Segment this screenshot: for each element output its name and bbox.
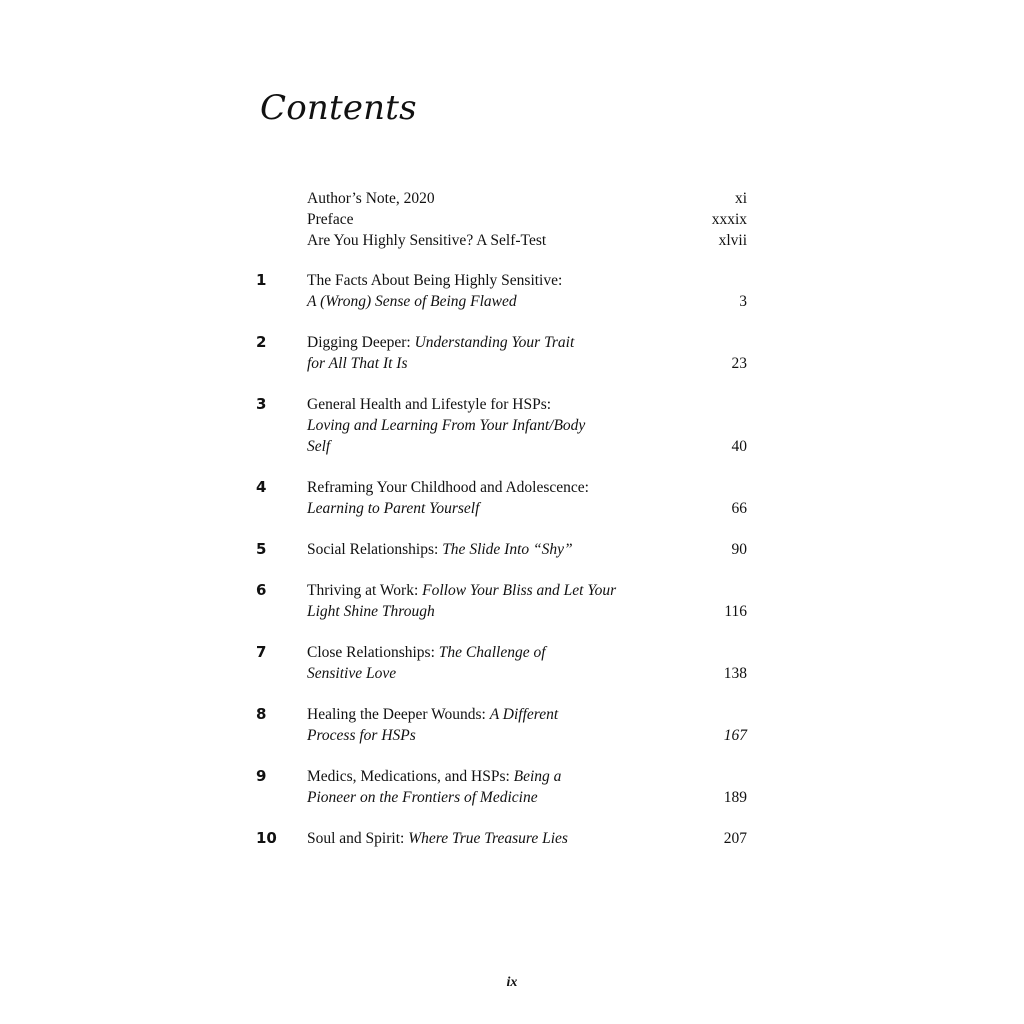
chapter-main-title: Healing the Deeper Wounds: <box>307 706 490 723</box>
chapter-list <box>256 270 747 869</box>
chapter-subtitle: The Slide Into “Shy” <box>442 541 573 558</box>
chapter-page-number: 40 <box>731 438 747 455</box>
chapter-number: 9 <box>256 767 267 785</box>
chapter-subtitle-line: Process for HSPs <box>307 727 416 744</box>
chapter-subtitle: A Different <box>489 706 559 723</box>
chapter-number: 6 <box>256 581 267 599</box>
entry-page-number: xi <box>734 190 747 207</box>
chapter-subtitle-line: Pioneer on the Frontiers of Medicine <box>307 789 538 806</box>
chapter-title-line <box>307 580 687 601</box>
entry-label: Author’s Note, 2020 <box>307 190 435 207</box>
chapter-main-title: Medics, Medications, and HSPs: <box>307 768 514 785</box>
front-matter-list <box>307 188 747 251</box>
chapter-title-line <box>307 766 687 787</box>
chapter-title <box>307 539 687 560</box>
chapter-subtitle-line: for All That It Is <box>307 355 408 372</box>
chapter-page-number: 189 <box>723 789 747 806</box>
chapter-entry <box>256 704 747 746</box>
chapter-title-line <box>307 477 687 498</box>
chapter-subtitle-line: A (Wrong) Sense of Being Flawed <box>307 293 517 310</box>
chapter-subtitle: Understanding Your Trait <box>414 334 575 351</box>
chapter-page-number: 90 <box>731 541 747 558</box>
chapter-main-title: Reframing Your Childhood and Adolescence: <box>307 479 589 496</box>
chapter-main-title: Social Relationships: <box>307 541 443 558</box>
chapter-main-title: General Health and Lifestyle for HSPs: <box>307 396 552 413</box>
chapter-main-title: The Facts About Being Highly Sensitive: <box>307 272 563 289</box>
chapter-title <box>307 394 687 457</box>
entry-page-number: xxxix <box>711 211 747 228</box>
chapter-subtitle-line: Learning to Parent Yourself <box>307 500 480 517</box>
chapter-page-number: 207 <box>723 830 747 847</box>
chapter-title <box>307 332 687 374</box>
entry-label: Are You Highly Sensitive? A Self-Test <box>307 232 547 249</box>
chapter-entry <box>256 766 747 808</box>
front-matter-item <box>307 209 747 230</box>
chapter-page-number: 167 <box>723 727 747 744</box>
chapter-page-number: 116 <box>724 603 747 620</box>
chapter-number: 8 <box>256 705 267 723</box>
chapter-title <box>307 477 687 519</box>
chapter-number: 4 <box>256 478 267 496</box>
chapter-entry <box>256 539 747 560</box>
chapter-page-number: 23 <box>731 355 747 372</box>
chapter-main-title: Thriving at Work: <box>307 582 423 599</box>
chapter-title <box>307 704 687 746</box>
chapter-title <box>307 766 687 808</box>
chapter-subtitle-line: Light Shine Through <box>307 603 435 620</box>
chapter-entry <box>256 828 747 849</box>
chapter-number: 10 <box>256 829 277 847</box>
page-title: Contents <box>260 88 417 128</box>
chapter-title-line <box>307 270 687 291</box>
chapter-page-number: 66 <box>731 500 747 517</box>
chapter-number: 7 <box>256 643 267 661</box>
chapter-page-number: 138 <box>723 665 747 682</box>
chapter-number: 5 <box>256 540 267 558</box>
chapter-subtitle-line: Self <box>307 438 331 455</box>
chapter-entry <box>256 270 747 312</box>
chapter-number: 3 <box>256 395 267 413</box>
chapter-subtitle: The Challenge of <box>438 644 546 661</box>
chapter-entry <box>256 477 747 519</box>
chapter-number: 2 <box>256 333 267 351</box>
chapter-title <box>307 270 687 312</box>
entry-page-number: xlvii <box>718 232 747 249</box>
entry-label: Preface <box>307 211 354 228</box>
chapter-subtitle: Being a <box>513 768 562 785</box>
front-matter-item <box>307 188 747 209</box>
chapter-title-line <box>307 539 687 560</box>
chapter-number: 1 <box>256 271 267 289</box>
chapter-title-line <box>307 332 687 353</box>
chapter-entry <box>256 580 747 622</box>
chapter-main-title: Soul and Spirit: <box>307 830 409 847</box>
chapter-entry <box>256 642 747 684</box>
chapter-subtitle: Where True Treasure Lies <box>408 830 568 847</box>
chapter-entry <box>256 332 747 374</box>
chapter-title-line <box>307 704 687 725</box>
chapter-entry <box>256 394 747 457</box>
front-matter-item <box>307 230 747 251</box>
page-number: ix <box>506 975 518 990</box>
chapter-subtitle-line: Loving and Learning From Your Infant/Body <box>307 417 586 434</box>
chapter-main-title: Digging Deeper: <box>307 334 415 351</box>
chapter-page-number: 3 <box>739 293 747 310</box>
chapter-subtitle-line: Sensitive Love <box>307 665 397 682</box>
chapter-title <box>307 828 687 849</box>
chapter-subtitle: Follow Your Bliss and Let Your <box>422 582 617 599</box>
chapter-title-line <box>307 828 687 849</box>
chapter-title-line <box>307 394 687 415</box>
chapter-main-title: Close Relationships: <box>307 644 439 661</box>
chapter-title-line <box>307 642 687 663</box>
chapter-title <box>307 580 687 622</box>
chapter-title <box>307 642 687 684</box>
